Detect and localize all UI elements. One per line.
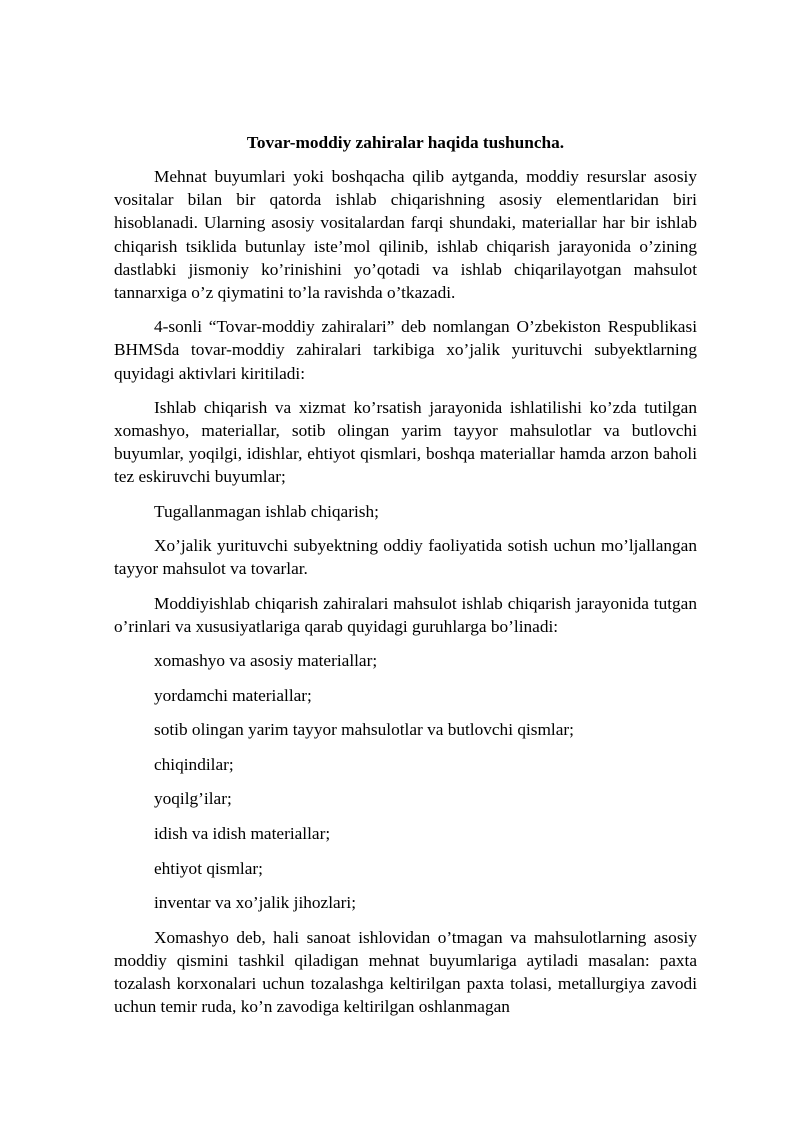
paragraph-groups: Moddiyishlab chiqarish zahiralari mahsulot ishlab chiqarish jarayonida tutgan o’rinlari va xususiyatlariga qarab quyidagi guruhlarga bo’linadi: <box>114 593 697 636</box>
list-item: xomashyo va asosiy materiallar; <box>154 651 378 671</box>
document-title: Tovar-moddiy zahiralar haqida tushuncha. <box>246 133 565 152</box>
list-item: idish va idish materiallar; <box>154 824 331 844</box>
list-item: ehtiyot qismlar; <box>154 858 263 878</box>
paragraph-inventory-items: Ishlab chiqarish va xizmat ko’rsatish jarayonida ishlatilishi ko’zda tutilgan xomashyo, materiallar, sotib olingan yarim tayyor mahsulotlar va butlovchi buyumlar, yoqilgi, idishlar, ehtiyot qismlari, boshqa materiallar hamda arzon baholi tez eskiruvchi buyumlar; <box>114 397 697 487</box>
paragraph-standard: 4-sonli “Tovar-moddiy zahiralari” deb nomlangan O’zbekiston Respublikasi BHMSda tovar-moddiy zahiralari tarkibiga xo’jalik yurituvchi subyektlarning quyidagi aktivlari kiritiladi: <box>114 317 697 383</box>
paragraph-raw-materials: Xomashyo deb, hali sanoat ishlovidan o’tmagan va mahsulotlarning asosiy moddiy qismini tashkil qiladigan mehnat buyumlariga aytiladi masalan: paxta tozalash korxonalari uchun tozalashga keltirilgan paxta tolasi, metallurgiya zavodi uchun temir ruda, ko’n zavodiga keltirilgan oshlanmagan <box>114 927 697 1017</box>
list-item: yordamchi materiallar; <box>154 685 312 705</box>
paragraph-finished-goods: Xo’jalik yurituvchi subyektning oddiy faoliyatida sotish uchun mo’ljallangan tayyor mahsulot va tovarlar. <box>114 536 697 579</box>
list-item: yoqilg’ilar; <box>154 789 232 809</box>
paragraph-work-in-progress: Tugallanmagan ishlab chiqarish; <box>154 501 379 521</box>
list-item: sotib olingan yarim tayyor mahsulotlar va butlovchi qismlar; <box>154 720 574 740</box>
list-item: chiqindilar; <box>154 754 234 774</box>
document-body <box>114 165 697 1030</box>
paragraph-intro: Mehnat buyumlari yoki boshqacha qilib aytganda, moddiy resurslar asosiy vositalar bilan bir qatorda ishlab chiqarishning asosiy elementlaridan biri hisoblanadi. Ularning asosiy vositalardan farqi shundaki, materiallar har bir ishlab chiqarish tsiklida butunlay iste’mol qilinib, ishlab chiqarish jarayonida o’zining dastlabki jismoniy ko’rinishini yo’qotadi va ishlab chiqarilayotgan mahsulot tannarxiga o’z qiymatini to’la ravishda o’tkazadi. <box>114 167 697 303</box>
list-item: inventar va xo’jalik jihozlari; <box>154 893 357 913</box>
